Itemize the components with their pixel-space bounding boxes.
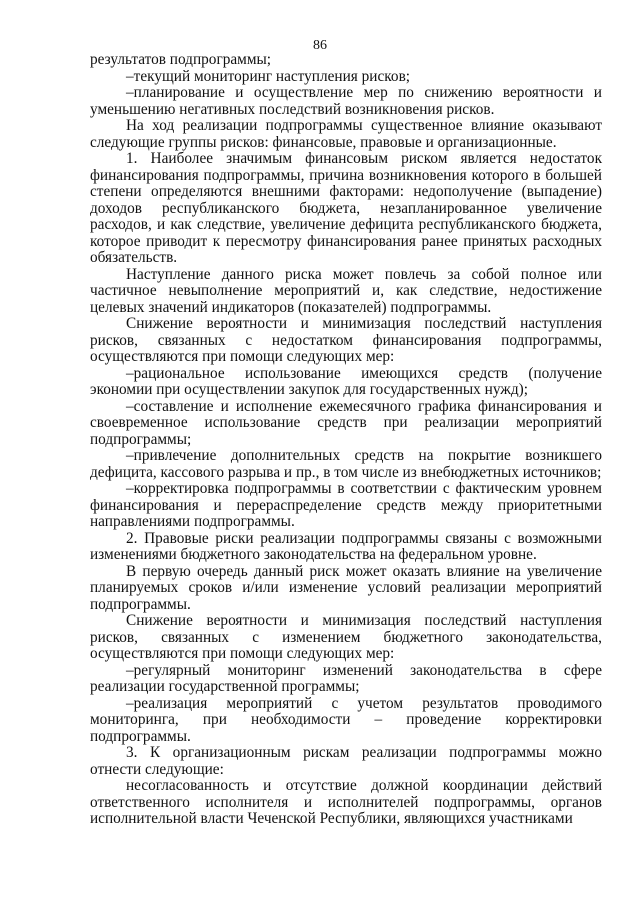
paragraph: –корректировка подпрограммы в соответствии с фактическим уровнем финансирования и перераспределение средств между приоритетными направлениями подпрограммы. — [90, 480, 602, 530]
paragraph: –составление и исполнение ежемесячного графика финансирования и своевременное использование средств при реализации мероприятий подпрограммы; — [90, 397, 602, 448]
paragraph: 2. Правовые риски реализации подпрограммы связаны с возможными изменениями бюджетного законодательства на федеральном уровне. — [90, 529, 602, 563]
paragraph: 1. Наиболее значимым финансовым риском является недостаток финансирования подпрограммы, причина возникновения которого в большей степени определяются внешними факторами: недополучение (выпадение) доходов республиканского бюджета, незапланированное увеличение расходов, и как следствие, увеличение дефицита республиканского бюджета, которое приводит к пересмотру финансирования ранее принятых расходных обязательств. — [90, 150, 602, 266]
paragraph: В первую очередь данный риск может оказать влияние на увеличение планируемых сроков и/или изменение условий реализации мероприятий подпрограммы. — [90, 562, 602, 613]
paragraph: 3. К организационным рискам реализации подпрограммы можно отнести следующие: — [90, 744, 602, 778]
paragraph: –регулярный мониторинг изменений законодательства в сфере реализации государственной программы; — [90, 661, 602, 695]
page-number: 86 — [313, 38, 327, 53]
paragraph: Снижение вероятности и минимизация последствий наступления рисков, связанных с недостатком финансирования подпрограммы, осуществляются при помощи следующих мер: — [90, 315, 602, 365]
paragraph: –текущий мониторинг наступления рисков; — [126, 67, 411, 85]
paragraph: –привлечение дополнительных средств на покрытие возникшего дефицита, кассового разрыва и пр., в том числе из внебюджетных источников; — [90, 447, 602, 481]
paragraph: результатов подпрограммы; — [90, 51, 272, 68]
paragraph: На ход реализации подпрограммы существенное влияние оказывают следующие группы рисков: финансовые, правовые и организационные. — [90, 117, 602, 151]
paragraph: Снижение вероятности и минимизация последствий наступления рисков, связанных с изменением бюджетного законодательства, осуществляются при помощи следующих мер: — [90, 612, 602, 662]
body-text — [90, 52, 602, 828]
paragraph: несогласованность и отсутствие должной координации действий ответственного исполнителя и исполнителей подпрограммы, органов исполнительной власти Чеченской Республики, являющихся участниками — [90, 777, 602, 827]
paragraph: –реализация мероприятий с учетом результатов проводимого мониторинга, при необходимости – проведение корректировки подпрограммы. — [90, 694, 602, 745]
paragraph: –планирование и осуществление мер по снижению вероятности и уменьшению негативных последствий возникновения рисков. — [90, 84, 602, 118]
paragraph: Наступление данного риска может повлечь за собой полное или частичное невыполнение мероприятий и, как следствие, недостижение целевых значений индикаторов (показателей) подпрограммы. — [90, 265, 602, 316]
paragraph: –рациональное использование имеющихся средств (получение экономии при осуществлении закупок для государственных нужд); — [90, 364, 602, 398]
